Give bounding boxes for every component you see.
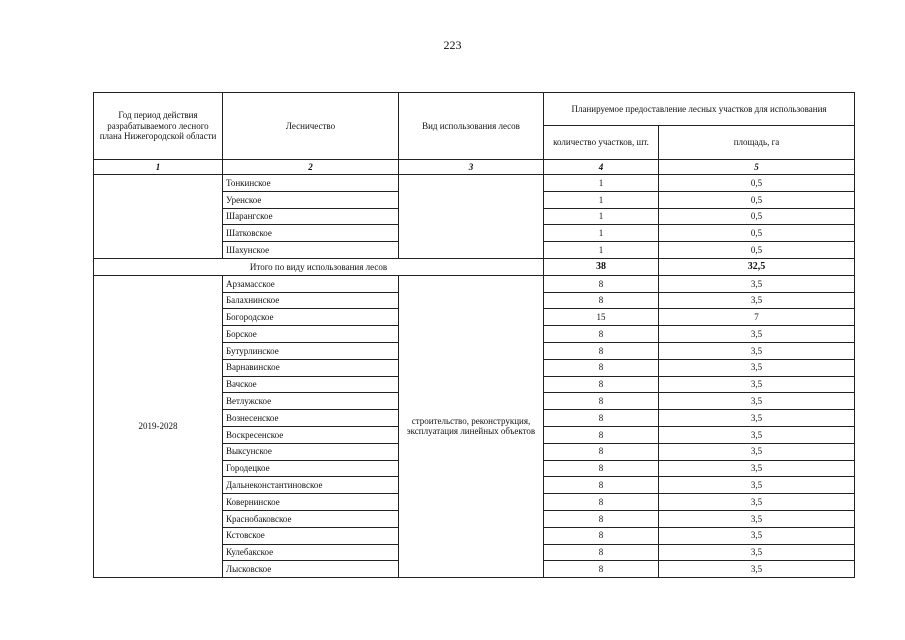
forestry-name: Шатковское <box>223 225 399 242</box>
column-number: 1 <box>94 160 223 175</box>
plot-count: 8 <box>544 342 659 359</box>
forestry-name: Бутурлинское <box>223 342 399 359</box>
area-ha: 3,5 <box>659 326 855 343</box>
forestry-name: Выксунское <box>223 443 399 460</box>
forestry-name: Дальнеконстантиновское <box>223 477 399 494</box>
area-ha: 3,5 <box>659 393 855 410</box>
area-ha: 3,5 <box>659 494 855 511</box>
area-ha: 0,5 <box>659 242 855 259</box>
area-ha: 3,5 <box>659 426 855 443</box>
forestry-name: Шахунское <box>223 242 399 259</box>
total-row <box>94 258 855 275</box>
forestry-name: Лысковское <box>223 561 399 578</box>
forestry-name: Кулебакское <box>223 544 399 561</box>
plot-count: 8 <box>544 292 659 309</box>
forestry-name: Кстовское <box>223 527 399 544</box>
forestry-name: Варнавинское <box>223 359 399 376</box>
total-label: Итого по виду использования лесов <box>94 258 544 275</box>
period-cell: 2019-2028 <box>94 275 223 577</box>
plot-count: 1 <box>544 175 659 192</box>
forest-plan-table <box>93 92 855 578</box>
table-row <box>94 175 855 192</box>
usage-type-cell-empty <box>399 175 544 259</box>
area-ha: 3,5 <box>659 510 855 527</box>
header-plot-count: количество участков, шт. <box>544 126 659 160</box>
forestry-name: Тонкинское <box>223 175 399 192</box>
plot-count: 1 <box>544 191 659 208</box>
area-ha: 3,5 <box>659 544 855 561</box>
plot-count: 15 <box>544 309 659 326</box>
area-ha: 7 <box>659 309 855 326</box>
forestry-name: Шарангское <box>223 208 399 225</box>
column-number: 5 <box>659 160 855 175</box>
area-ha: 3,5 <box>659 561 855 578</box>
usage-type-cell: строительство, реконструкция, эксплуатация линейных объектов <box>399 275 544 577</box>
area-ha: 3,5 <box>659 460 855 477</box>
area-ha: 3,5 <box>659 376 855 393</box>
plot-count: 8 <box>544 544 659 561</box>
area-ha: 0,5 <box>659 191 855 208</box>
area-ha: 3,5 <box>659 275 855 292</box>
period-cell-empty <box>94 175 223 259</box>
plot-count: 8 <box>544 410 659 427</box>
area-ha: 0,5 <box>659 225 855 242</box>
plot-count: 1 <box>544 225 659 242</box>
plot-count: 8 <box>544 460 659 477</box>
plot-count: 8 <box>544 326 659 343</box>
forestry-name: Вознесенское <box>223 410 399 427</box>
header-usage-type: Вид использования лесов <box>399 93 544 160</box>
plot-count: 8 <box>544 477 659 494</box>
forestry-name: Борское <box>223 326 399 343</box>
plot-count: 8 <box>544 393 659 410</box>
plot-count: 8 <box>544 561 659 578</box>
total-area: 32,5 <box>659 258 855 275</box>
total-count: 38 <box>544 258 659 275</box>
area-ha: 3,5 <box>659 359 855 376</box>
area-ha: 3,5 <box>659 477 855 494</box>
header-period: Год период действия разрабатываемого лесного плана Нижегородской области <box>94 93 223 160</box>
column-number: 2 <box>223 160 399 175</box>
header-planned-provision: Планируемое предоставление лесных участков для использования <box>544 93 855 126</box>
plot-count: 8 <box>544 359 659 376</box>
forestry-name: Краснобаковское <box>223 510 399 527</box>
forestry-name: Городецкое <box>223 460 399 477</box>
forestry-name: Вачское <box>223 376 399 393</box>
area-ha: 3,5 <box>659 292 855 309</box>
table-row <box>94 275 855 292</box>
plot-count: 8 <box>544 527 659 544</box>
area-ha: 0,5 <box>659 175 855 192</box>
area-ha: 0,5 <box>659 208 855 225</box>
plot-count: 8 <box>544 376 659 393</box>
page-number: 223 <box>443 38 462 52</box>
forestry-name: Уренское <box>223 191 399 208</box>
header-area: площадь, га <box>659 126 855 160</box>
plot-count: 8 <box>544 494 659 511</box>
column-number: 3 <box>399 160 544 175</box>
area-ha: 3,5 <box>659 527 855 544</box>
forestry-name: Балахнинское <box>223 292 399 309</box>
forestry-name: Воскресенское <box>223 426 399 443</box>
plot-count: 8 <box>544 443 659 460</box>
area-ha: 3,5 <box>659 443 855 460</box>
plot-count: 8 <box>544 510 659 527</box>
header-forestry: Лесничество <box>223 93 399 160</box>
area-ha: 3,5 <box>659 410 855 427</box>
forestry-name: Ковернинское <box>223 494 399 511</box>
plot-count: 8 <box>544 275 659 292</box>
column-number: 4 <box>544 160 659 175</box>
plot-count: 1 <box>544 242 659 259</box>
forestry-name: Богородское <box>223 309 399 326</box>
forestry-name: Арзамасское <box>223 275 399 292</box>
plot-count: 1 <box>544 208 659 225</box>
forestry-name: Ветлужское <box>223 393 399 410</box>
plot-count: 8 <box>544 426 659 443</box>
area-ha: 3,5 <box>659 342 855 359</box>
